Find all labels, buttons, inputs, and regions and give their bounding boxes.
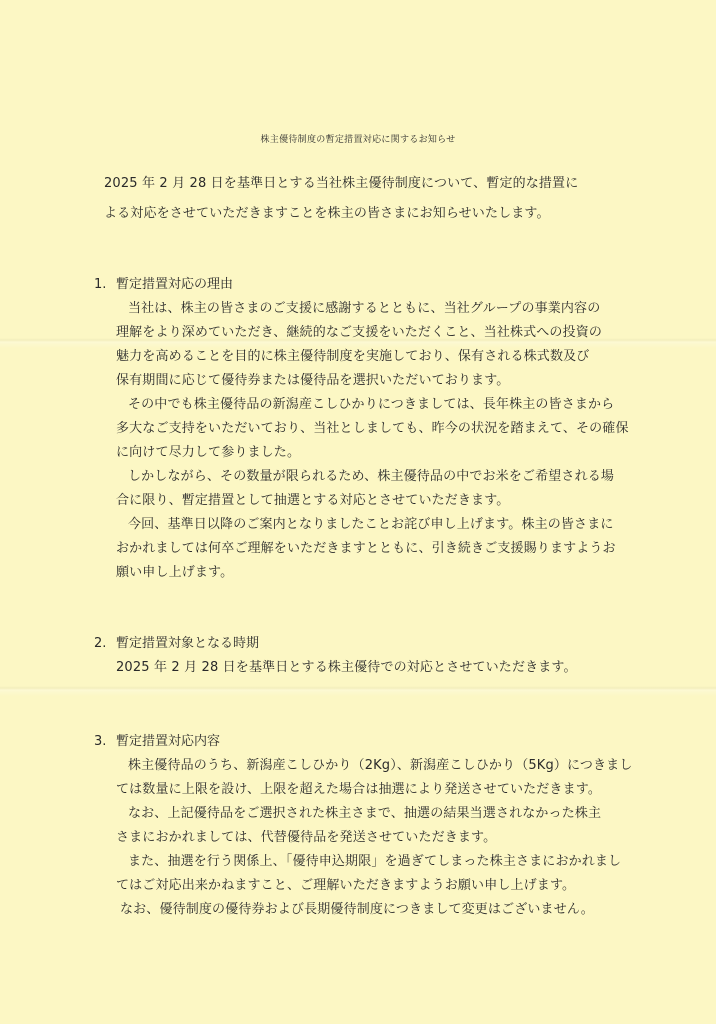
section-3-line-4: さまにおかれましては、代替優待品を発送させていただきます。 <box>116 830 497 845</box>
section-3-line-5: また、抽選を行う関係上、「優待申込期限」を過ぎてしまった株主さまにおかれまし <box>128 854 622 869</box>
section-3-line-7: なお、優待制度の優待券および長期優待制度につきまして変更はございません。 <box>120 902 594 917</box>
section-1-line-9: 合に限り、暫定措置として抽選とする対応とさせていただきます。 <box>116 493 510 508</box>
section-heading-text: 暫定措置対応内容 <box>116 734 221 749</box>
section-1-line-1: 当社は、株主の皆さまのご支援に感謝するとともに、当社グループの事業内容の <box>128 301 601 316</box>
intro-line-1: 2025 年 2 月 28 日を基準日とする当社株主優待制度について、暫定的な措置に <box>104 176 579 191</box>
section-2-heading <box>94 636 259 652</box>
intro-line-2: よる対応をさせていただきますことを株主の皆さまにお知らせいたします。 <box>104 206 550 221</box>
section-1-line-2: 理解をより深めていただき、継続的なご支援をいただくこと、当社株式への投資の <box>116 325 603 340</box>
section-3-line-2: ては数量に上限を設け、上限を超えた場合は抽選により発送させていただきます。 <box>116 782 601 797</box>
section-1-line-6: 多大なご支持をいただいており、当社としましても、昨今の状況を踏まえて、その確保 <box>116 421 629 436</box>
section-3-line-1: 株主優待品のうち、新潟産こしひかり（2Kg）、新潟産こしひかり（5Kg）につきまし <box>128 758 633 773</box>
section-2-line-1: 2025 年 2 月 28 日を基準日とする株主優待での対応とさせていただきます。 <box>116 660 577 675</box>
document-title: 株主優待制度の暫定措置対応に関するお知らせ <box>260 135 456 145</box>
section-1-line-3: 魅力を高めることを目的に株主優待制度を実施しており、保有される株式数及び <box>116 349 590 364</box>
section-1-line-7: に向けて尽力して参りました。 <box>116 445 301 460</box>
section-3-heading <box>94 734 220 750</box>
section-1-heading <box>94 277 233 293</box>
section-1-line-8: しかしながら、その数量が限られるため、株主優待品の中でお米をご希望される場 <box>128 469 615 484</box>
section-1-line-10: 今回、基準日以降のご案内となりましたことお詫び申し上げます。株主の皆さまに <box>128 517 614 532</box>
section-number: 3. <box>94 734 107 749</box>
section-number: 1. <box>94 277 107 292</box>
section-1-line-4: 保有期間に応じて優待券または優待品を選択いただいております。 <box>116 373 510 388</box>
section-heading-text: 暫定措置対応の理由 <box>116 277 234 292</box>
section-1-line-11: おかれましては何卒ご理解をいただきますとともに、引き続きご支援賜りますようお <box>116 541 616 556</box>
section-3-line-3: なお、上記優待品をご選択された株主さまで、抽選の結果当選されなかった株主 <box>128 806 602 821</box>
section-number: 2. <box>94 636 107 651</box>
section-3-line-6: てはご対応出来かねますこと、ご理解いただきますようお願い申し上げます。 <box>116 878 576 893</box>
section-1-line-12: 願い申し上げます。 <box>116 565 234 580</box>
section-heading-text: 暫定措置対象となる時期 <box>116 636 260 651</box>
section-1-line-5: その中でも株主優待品の新潟産こしひかりにつきましては、長年株主の皆さまから <box>128 397 615 412</box>
